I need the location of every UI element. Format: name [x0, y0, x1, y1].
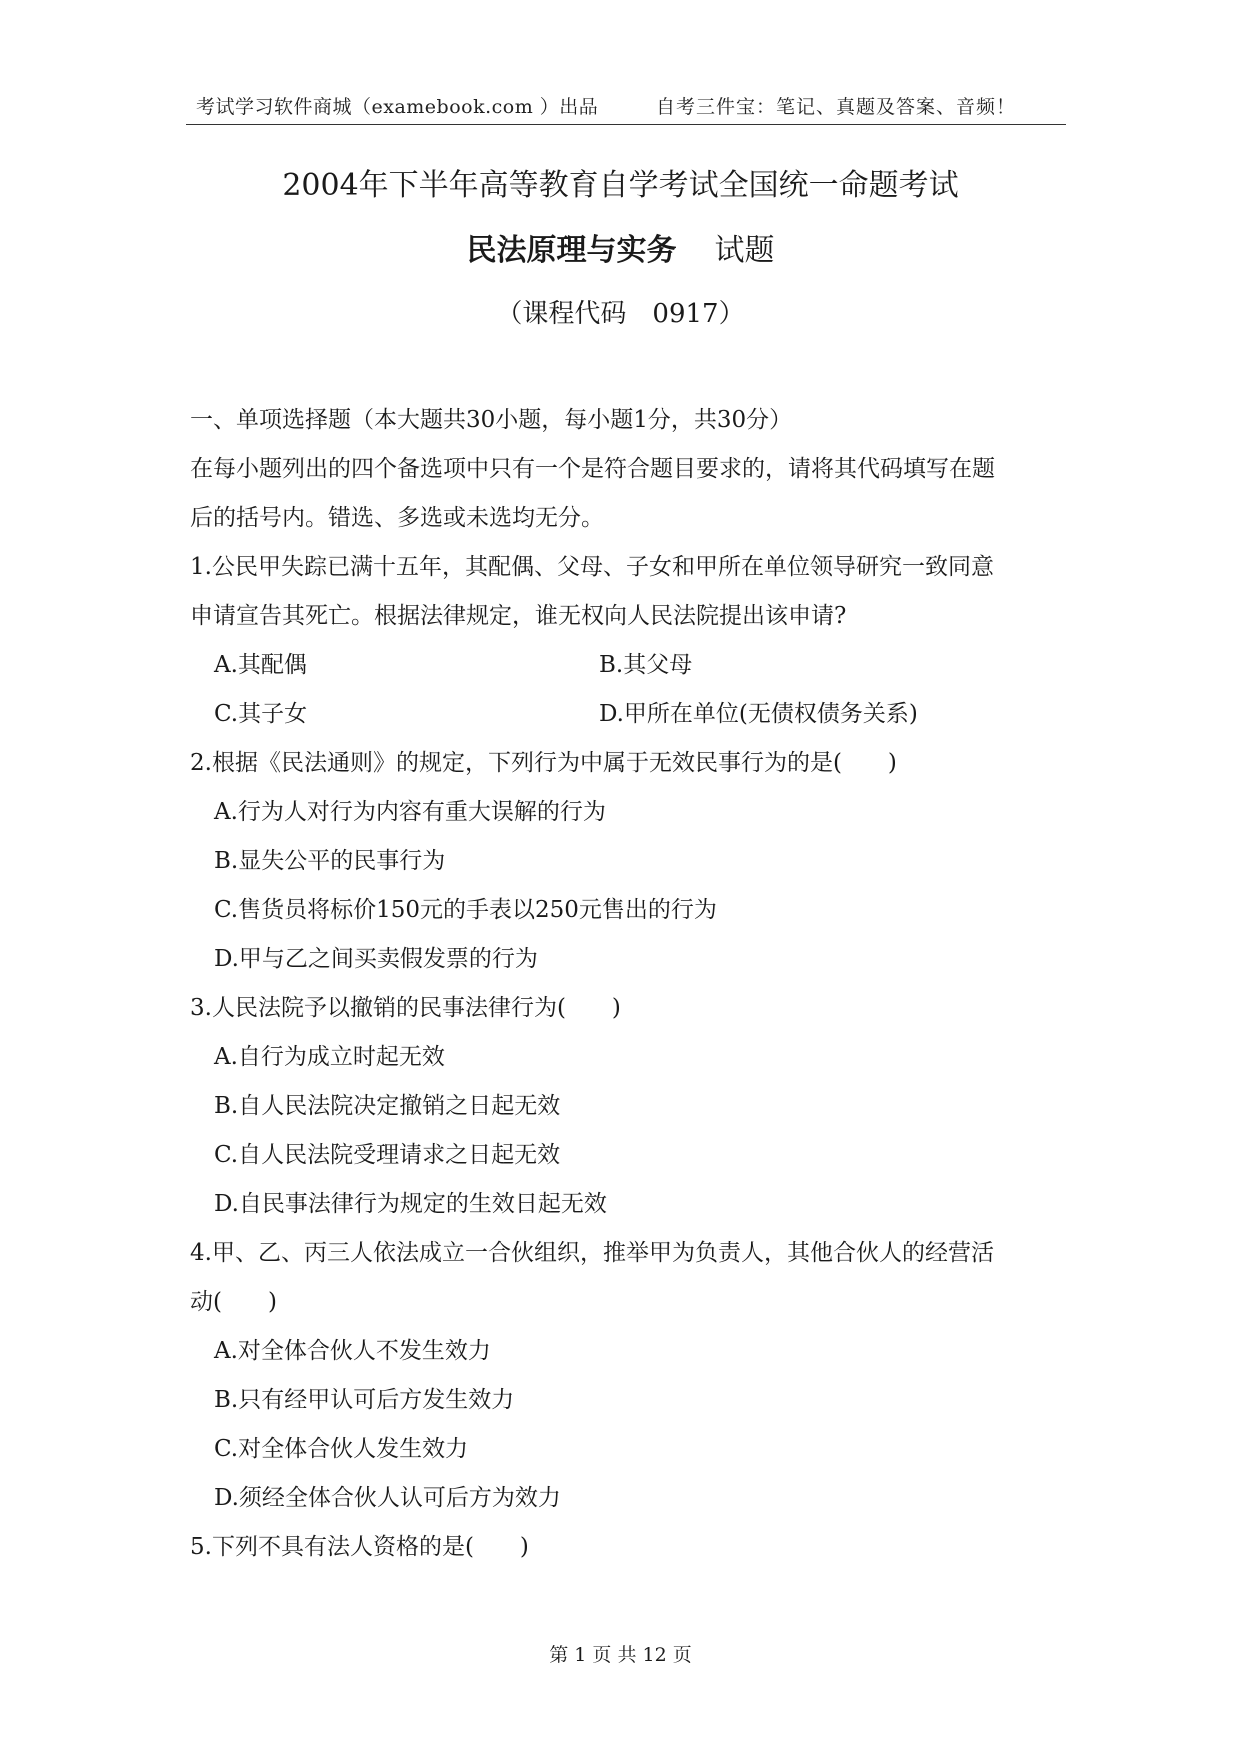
option: A.其配偶 [214, 652, 307, 678]
option: C.对全体合伙人发生效力 [214, 1436, 469, 1462]
question-text: 5.下列不具有法人资格的是( ) [190, 1534, 529, 1560]
option: A.自行为成立时起无效 [214, 1044, 445, 1070]
option: C.售货员将标价150元的手表以250元售出的行为 [214, 897, 717, 923]
question-text: 1.公民甲失踪已满十五年，其配偶、父母、子女和甲所在单位领导研究一致同意 [190, 554, 994, 580]
option: B.自人民法院决定撤销之日起无效 [214, 1093, 561, 1119]
option: C.自人民法院受理请求之日起无效 [214, 1142, 561, 1168]
header-source: 考试学习软件商城（examebook.com ）出品 [196, 96, 599, 118]
page-header [186, 92, 1066, 125]
question-text: 申请宣告其死亡。根据法律规定，谁无权向人民法院提出该申请? [190, 603, 847, 629]
exam-subtitle [0, 225, 1241, 269]
section-instruction: 在每小题列出的四个备选项中只有一个是符合题目要求的，请将其代码填写在题 [190, 456, 995, 482]
question-text: 3.人民法院予以撤销的民事法律行为( ) [190, 995, 621, 1021]
option: D.甲所在单位(无债权债务关系) [599, 701, 918, 727]
section-instruction: 后的括号内。错选、多选或未选均无分。 [190, 505, 604, 531]
option: D.自民事法律行为规定的生效日起无效 [214, 1191, 607, 1217]
option: A.对全体合伙人不发生效力 [214, 1338, 491, 1364]
option: C.其子女 [214, 701, 308, 727]
exam-title: 2004年下半年高等教育自学考试全国统一命题考试 [282, 168, 959, 203]
subtitle-suffix: 试题 [714, 233, 775, 268]
page-footer: 第 1 页 共 12 页 [549, 1644, 692, 1666]
option-row [190, 641, 1070, 690]
course-name: 民法原理与实务 [466, 233, 677, 268]
option: B.只有经甲认可后方发生效力 [214, 1387, 515, 1413]
header-slogan: 自考三件宝：笔记、真题及答案、音频！ [656, 96, 1017, 118]
option: A.行为人对行为内容有重大误解的行为 [214, 799, 606, 825]
question-text: 2.根据《民法通则》的规定，下列行为中属于无效民事行为的是( ) [190, 750, 897, 776]
option: B.其父母 [599, 652, 693, 678]
option-row [190, 690, 1070, 739]
exam-body [190, 396, 1070, 1572]
option: B.显失公平的民事行为 [214, 848, 446, 874]
question-text: 4.甲、乙、丙三人依法成立一合伙组织，推举甲为负责人，其他合伙人的经营活 [190, 1240, 994, 1266]
section-heading: 一、单项选择题（本大题共30小题，每小题1分，共30分） [190, 407, 793, 433]
question-text: 动( ) [190, 1289, 277, 1315]
option: D.甲与乙之间买卖假发票的行为 [214, 946, 538, 972]
option: D.须经全体合伙人认可后方为效力 [214, 1485, 561, 1511]
course-code: （课程代码 0917） [496, 299, 745, 329]
